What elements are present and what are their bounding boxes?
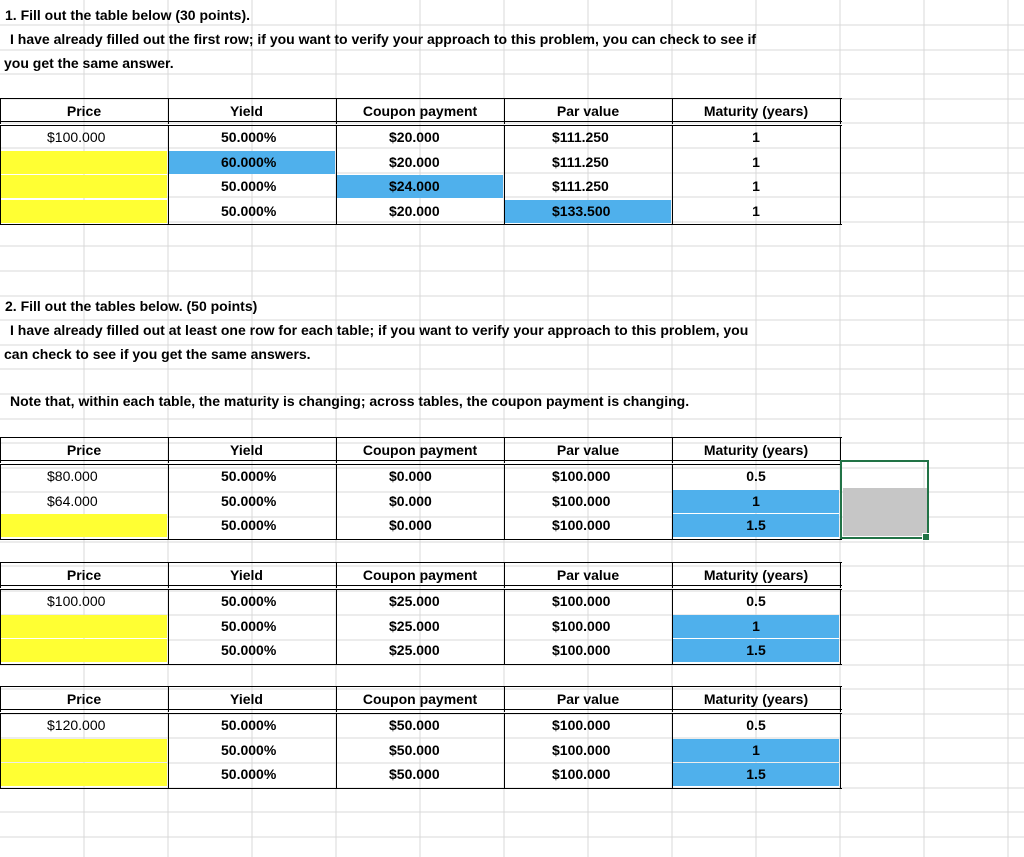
table2-row3-par-value: $100.000 (552, 517, 611, 534)
table4-row1-yield[interactable] (169, 714, 335, 737)
table2-divider-2 (336, 465, 337, 539)
table1-row2-par[interactable] (505, 151, 671, 174)
table4-row2-coupon-value: $50.000 (389, 741, 440, 758)
table2-row2-par-value: $100.000 (552, 492, 611, 509)
table2-divider-0 (0, 465, 1, 539)
table3-header-price: Price (66, 567, 102, 583)
table3-header-par: Par value (556, 567, 620, 583)
q1-instructions-line1: I have already filled out the first row; if you want to verify your approach to this problem, you can check to see if (10, 31, 757, 47)
table4-divider-5 (840, 714, 841, 788)
table3-row3-price[interactable] (1, 639, 167, 662)
table2-divider-1 (168, 465, 169, 539)
q2-instructions-line2: can check to see if you get the same answers. (4, 346, 311, 362)
table2-row1-coupon-value: $0.000 (389, 468, 432, 484)
table1-row2-maturity[interactable] (673, 151, 839, 174)
table2-row1-maturity-value: 0.5 (746, 468, 766, 484)
table1-row3-yield-value: 50.000% (221, 178, 277, 195)
table1-header-divider-0 (0, 98, 1, 124)
table4-row3-par[interactable] (505, 763, 671, 786)
table4-row3-coupon[interactable] (337, 763, 503, 786)
table1-header-coupon: Coupon payment (362, 103, 478, 119)
table4-header-price: Price (66, 691, 102, 707)
table1-divider-3 (504, 126, 505, 224)
table1-row1-coupon[interactable] (337, 126, 503, 149)
table2-row2-maturity-value: 1 (752, 492, 760, 509)
table1-row1-yield[interactable] (169, 126, 335, 149)
table1-row1-par-value: $111.250 (552, 129, 609, 145)
table2-row3-maturity-value: 1.5 (746, 517, 766, 534)
table4-header-divider-2 (336, 686, 337, 712)
table4-header-maturity: Maturity (years) (703, 691, 809, 707)
table2-row1-coupon[interactable] (337, 465, 503, 488)
table1-row1-maturity-value: 1 (752, 129, 760, 145)
table4-bottom-border (0, 788, 842, 789)
table1-bottom-border (0, 224, 842, 225)
table2-divider-4 (672, 465, 673, 539)
table4-divider-4 (672, 714, 673, 788)
table4-row3-yield-value: 50.000% (221, 766, 277, 783)
table3-divider-4 (672, 590, 673, 664)
table4-row2-yield-value: 50.000% (221, 741, 277, 758)
table3-header-divider-3 (504, 562, 505, 588)
table1-row1-yield-value: 50.000% (221, 129, 277, 145)
table1-row1-price[interactable] (1, 126, 167, 149)
table4-header-divider-4 (672, 686, 673, 712)
table2-row1-price[interactable] (1, 465, 167, 488)
table1-row2-coupon-value: $20.000 (389, 153, 440, 170)
table2-row2-par[interactable] (505, 490, 671, 513)
table1-header-yield: Yield (230, 103, 263, 119)
table1-row2-coupon[interactable] (337, 151, 503, 174)
table3-row1-maturity[interactable] (673, 590, 839, 613)
table1-header-divider-1 (168, 98, 169, 124)
table2-row3-yield-value: 50.000% (221, 517, 277, 534)
table1-top-border (0, 98, 842, 99)
table4-row2-maturity[interactable] (673, 739, 839, 762)
table1-header-price: Price (66, 103, 102, 119)
table4-divider-0 (0, 714, 1, 788)
table1-row3-par-value: $111.250 (552, 178, 609, 195)
table4-row1-maturity[interactable] (673, 714, 839, 737)
table4-header-divider-0 (0, 686, 1, 712)
table3-row3-coupon-value: $25.000 (389, 642, 440, 659)
table2-row3-coupon-value: $0.000 (389, 517, 432, 534)
table2-divider-3 (504, 465, 505, 539)
table1-row4-par[interactable] (505, 200, 671, 223)
table3-row3-yield[interactable] (169, 639, 335, 662)
table2-row2-price[interactable] (1, 490, 167, 513)
table1-row2-par-value: $111.250 (552, 153, 609, 170)
table2-row2-price-value: $64.000 (47, 492, 98, 509)
table1-row1-maturity[interactable] (673, 126, 839, 149)
table4-header-yield: Yield (230, 691, 263, 707)
table1-row3-coupon[interactable] (337, 175, 503, 198)
table2-header-divider-4 (672, 437, 673, 463)
table2-row2-coupon[interactable] (337, 490, 503, 513)
table1-row2-price[interactable] (1, 151, 167, 174)
table1-header-maturity: Maturity (years) (703, 103, 809, 119)
table4-row2-maturity-value: 1 (752, 741, 760, 758)
table1-header-divider-5 (840, 98, 841, 124)
q2-instructions-line1: I have already filled out at least one row for each table; if you want to verify your approach to this problem, you (10, 322, 749, 338)
table4-row1-price[interactable] (1, 714, 167, 737)
table4-row1-coupon[interactable] (337, 714, 503, 737)
table3-header-divider-0 (0, 562, 1, 588)
table1-divider-5 (840, 126, 841, 224)
table2-row2-yield[interactable] (169, 490, 335, 513)
table3-row1-yield-value: 50.000% (221, 593, 277, 609)
table3-row1-yield[interactable] (169, 590, 335, 613)
q1-title: 1. Fill out the table below (30 points). (5, 7, 251, 23)
table1-header-divider-3 (504, 98, 505, 124)
table3-divider-3 (504, 590, 505, 664)
table4-header-divider-1 (168, 686, 169, 712)
table1-row1-coupon-value: $20.000 (389, 129, 440, 145)
table1-row4-maturity-value: 1 (752, 202, 760, 219)
table2-header-divider-0 (0, 437, 1, 463)
table2-row2-yield-value: 50.000% (221, 492, 277, 509)
table2-row1-price-value: $80.000 (47, 468, 98, 484)
table3-bottom-border (0, 664, 842, 665)
table1-row4-coupon-value: $20.000 (389, 202, 440, 219)
table4-row2-coupon[interactable] (337, 739, 503, 762)
table2-row1-par[interactable] (505, 465, 671, 488)
table1-row3-maturity[interactable] (673, 175, 839, 198)
table4-row2-par[interactable] (505, 739, 671, 762)
table2-header-yield: Yield (230, 442, 263, 458)
table4-header-divider-3 (504, 686, 505, 712)
table3-row2-coupon-value: $25.000 (389, 617, 440, 634)
table2-header-divider-1 (168, 437, 169, 463)
table4-divider-1 (168, 714, 169, 788)
table1-row4-par-value: $133.500 (552, 202, 611, 219)
table3-row1-coupon-value: $25.000 (389, 593, 440, 609)
table1-row3-par[interactable] (505, 175, 671, 198)
table2-bottom-border (0, 539, 842, 540)
table3-row2-maturity-value: 1 (752, 617, 760, 634)
table2-row2-maturity[interactable] (673, 490, 839, 513)
table2-header-maturity: Maturity (years) (703, 442, 809, 458)
table4-row1-yield-value: 50.000% (221, 717, 277, 733)
table4-row1-maturity-value: 0.5 (746, 717, 766, 733)
q1-instructions-line2: you get the same answer. (4, 55, 174, 71)
table1-row3-yield[interactable] (169, 175, 335, 198)
table4-header-par: Par value (556, 691, 620, 707)
table3-row2-yield-value: 50.000% (221, 617, 277, 634)
table1-row3-coupon-value: $24.000 (389, 178, 440, 195)
table3-row1-price[interactable] (1, 590, 167, 613)
table1-row4-maturity[interactable] (673, 200, 839, 223)
table3-row2-maturity[interactable] (673, 615, 839, 638)
table1-header-divider-4 (672, 98, 673, 124)
table2-header-coupon: Coupon payment (362, 442, 478, 458)
table3-row1-maturity-value: 0.5 (746, 593, 766, 609)
table3-header-divider-5 (840, 562, 841, 588)
table4-row3-par-value: $100.000 (552, 766, 611, 783)
table3-row3-par[interactable] (505, 639, 671, 662)
table4-row1-coupon-value: $50.000 (389, 717, 440, 733)
table1-row2-yield[interactable] (169, 151, 335, 174)
table2-row3-par[interactable] (505, 514, 671, 537)
table2-row3-maturity[interactable] (673, 514, 839, 537)
table3-divider-0 (0, 590, 1, 664)
fill-handle[interactable] (922, 533, 930, 541)
table2-row3-coupon[interactable] (337, 514, 503, 537)
table3-header-divider-2 (336, 562, 337, 588)
table4-row2-price[interactable] (1, 739, 167, 762)
table2-top-border (0, 437, 842, 438)
table4-row3-maturity-value: 1.5 (746, 766, 766, 783)
table3-row2-price[interactable] (1, 615, 167, 638)
table2-header-divider-3 (504, 437, 505, 463)
q2-note: Note that, within each table, the maturity is changing; across tables, the coupon payment is changing. (10, 393, 690, 409)
table4-header-coupon: Coupon payment (362, 691, 478, 707)
table4-row3-price[interactable] (1, 763, 167, 786)
table4-row2-yield[interactable] (169, 739, 335, 762)
table3-row2-par[interactable] (505, 615, 671, 638)
table4-divider-3 (504, 714, 505, 788)
table3-header-divider-4 (672, 562, 673, 588)
table1-row4-yield[interactable] (169, 200, 335, 223)
table2-row1-yield[interactable] (169, 465, 335, 488)
table1-header-par: Par value (556, 103, 620, 119)
q2-title: 2. Fill out the tables below. (50 points) (5, 298, 258, 314)
table2-row1-par-value: $100.000 (552, 468, 611, 484)
selected-cell-outline[interactable] (840, 460, 929, 539)
table1-row2-maturity-value: 1 (752, 153, 760, 170)
table4-row1-par-value: $100.000 (552, 717, 611, 733)
table2-row1-yield-value: 50.000% (221, 468, 277, 484)
table1-divider-2 (336, 126, 337, 224)
table1-divider-0 (0, 126, 1, 224)
table1-row3-maturity-value: 1 (752, 178, 760, 195)
table2-row3-price[interactable] (1, 514, 167, 537)
table4-row1-price-value: $120.000 (47, 717, 106, 733)
table4-row3-yield[interactable] (169, 763, 335, 786)
table4-row3-maturity[interactable] (673, 763, 839, 786)
table1-divider-1 (168, 126, 169, 224)
table3-header-maturity: Maturity (years) (703, 567, 809, 583)
table3-row1-price-value: $100.000 (47, 593, 106, 609)
table2-row1-maturity[interactable] (673, 465, 839, 488)
table1-row1-price-value: $100.000 (47, 129, 106, 145)
table3-row3-maturity[interactable] (673, 639, 839, 662)
table3-row2-yield[interactable] (169, 615, 335, 638)
table4-divider-2 (336, 714, 337, 788)
table2-header-price: Price (66, 442, 102, 458)
table1-row4-price[interactable] (1, 200, 167, 223)
table3-row3-yield-value: 50.000% (221, 642, 277, 659)
table1-row2-yield-value: 60.000% (221, 153, 277, 170)
table1-row4-coupon[interactable] (337, 200, 503, 223)
table3-header-yield: Yield (230, 567, 263, 583)
table2-header-par: Par value (556, 442, 620, 458)
table3-header-coupon: Coupon payment (362, 567, 478, 583)
table3-divider-1 (168, 590, 169, 664)
table3-row2-coupon[interactable] (337, 615, 503, 638)
table4-top-border (0, 686, 842, 687)
table3-row1-par[interactable] (505, 590, 671, 613)
table3-row2-par-value: $100.000 (552, 617, 611, 634)
table4-row3-coupon-value: $50.000 (389, 766, 440, 783)
table1-row1-par[interactable] (505, 126, 671, 149)
table1-row3-price[interactable] (1, 175, 167, 198)
table4-row1-par[interactable] (505, 714, 671, 737)
table2-header-divider-2 (336, 437, 337, 463)
table3-row3-coupon[interactable] (337, 639, 503, 662)
table4-row2-par-value: $100.000 (552, 741, 611, 758)
table3-header-divider-1 (168, 562, 169, 588)
table3-top-border (0, 562, 842, 563)
table3-divider-2 (336, 590, 337, 664)
table3-row3-maturity-value: 1.5 (746, 642, 766, 659)
table3-row1-coupon[interactable] (337, 590, 503, 613)
table1-row4-yield-value: 50.000% (221, 202, 277, 219)
table3-row3-par-value: $100.000 (552, 642, 611, 659)
table4-header-divider-5 (840, 686, 841, 712)
table3-divider-5 (840, 590, 841, 664)
table2-row2-coupon-value: $0.000 (389, 492, 432, 509)
table1-divider-4 (672, 126, 673, 224)
table1-header-divider-2 (336, 98, 337, 124)
table3-row1-par-value: $100.000 (552, 593, 611, 609)
table2-row3-yield[interactable] (169, 514, 335, 537)
